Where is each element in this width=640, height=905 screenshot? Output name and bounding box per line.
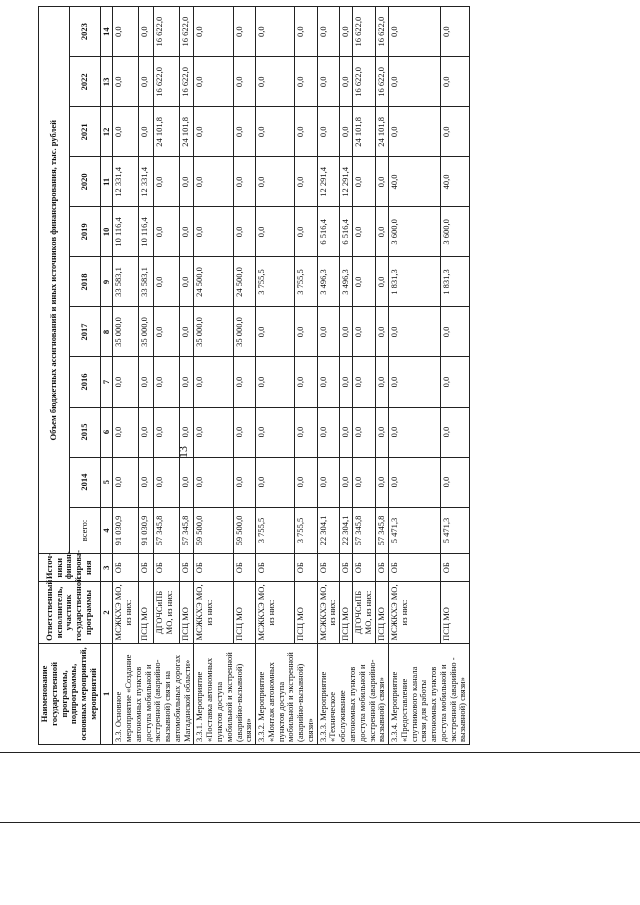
year-value-cell: 0,0 (389, 307, 441, 357)
horizontal-rule-lower (0, 822, 640, 823)
year-value-cell: 0,0 (179, 207, 194, 257)
year-value-cell: 0,0 (153, 257, 179, 307)
year-value-cell: 0,0 (376, 257, 389, 307)
year-value-cell: 0,0 (295, 457, 317, 507)
header-year: 2019 (69, 207, 100, 257)
year-value-cell: 0,0 (194, 107, 233, 157)
column-index: 2 (100, 582, 113, 644)
column-index: 1 (100, 643, 113, 744)
year-value-cell: 0,0 (295, 307, 317, 357)
total-cell: 5 471,3 (440, 507, 469, 554)
year-value-cell: 0,0 (139, 457, 154, 507)
year-value-cell: 3 600,0 (389, 207, 441, 257)
year-value-cell: 0,0 (194, 157, 233, 207)
total-cell: 3 755,5 (256, 507, 295, 554)
year-value-cell: 16 622,0 (153, 7, 179, 57)
executor-cell: МСЖКХЭ МО, из них: (317, 582, 340, 644)
year-value-cell: 0,0 (317, 457, 340, 507)
year-value-cell: 0,0 (233, 357, 255, 407)
year-value-cell: 0,0 (295, 57, 317, 107)
table-row (139, 7, 154, 745)
year-value-cell: 0,0 (340, 407, 353, 457)
column-index: 6 (100, 407, 113, 457)
year-value-cell: 33 583,1 (139, 257, 154, 307)
year-value-cell: 12 331,4 (113, 157, 139, 207)
year-value-cell: 0,0 (256, 407, 295, 457)
year-value-cell: 0,0 (179, 257, 194, 307)
year-value-cell: 3 755,5 (256, 257, 295, 307)
total-cell: 91 030,9 (113, 507, 139, 554)
year-value-cell: 0,0 (353, 357, 376, 407)
year-value-cell: 16 622,0 (179, 57, 194, 107)
year-value-cell: 12 291,4 (340, 157, 353, 207)
executor-cell: МСЖКХЭ МО, из них: (389, 582, 441, 644)
year-value-cell: 0,0 (389, 57, 441, 107)
year-value-cell: 40,0 (440, 157, 469, 207)
total-cell: 22 304,1 (340, 507, 353, 554)
year-value-cell: 35 000,0 (113, 307, 139, 357)
horizontal-rule-upper (0, 752, 640, 753)
table-body (113, 7, 470, 745)
header-name: Наименование государственной программы, подпрограммы, основных мероприятий, мероприятий (39, 643, 101, 744)
year-value-cell: 0,0 (153, 357, 179, 407)
year-value-cell: 35 000,0 (233, 307, 255, 357)
year-value-cell: 0,0 (376, 207, 389, 257)
table-row (256, 7, 295, 745)
year-value-cell: 35 000,0 (139, 307, 154, 357)
year-value-cell: 24 500,0 (194, 257, 233, 307)
year-value-cell: 0,0 (353, 407, 376, 457)
year-value-cell: 0,0 (295, 157, 317, 207)
year-value-cell: 16 622,0 (376, 7, 389, 57)
year-value-cell: 6 516,4 (317, 207, 340, 257)
year-value-cell: 0,0 (295, 357, 317, 407)
year-value-cell: 0,0 (440, 357, 469, 407)
year-value-cell: 0,0 (153, 407, 179, 457)
header-year: 2020 (69, 157, 100, 207)
total-cell: 59 500,0 (233, 507, 255, 554)
source-cell: ОБ (389, 554, 441, 582)
executor-cell: ПСЦ МО (440, 582, 469, 644)
year-value-cell: 0,0 (340, 307, 353, 357)
executor-cell: ДГОЧСиПБ МО, из них: (153, 582, 179, 644)
year-value-cell: 0,0 (340, 457, 353, 507)
header-year: 2016 (69, 357, 100, 407)
source-cell: ОБ (113, 554, 139, 582)
source-cell: ОБ (440, 554, 469, 582)
measure-name: 3.3.1. Мероприятие «Поставка автономных пунктов доступа мобильной и экстренной (аварийно-вызывной) связи» (194, 643, 256, 744)
column-index: 10 (100, 207, 113, 257)
executor-cell: ДГОЧСиПБ МО, из них: (353, 582, 376, 644)
year-value-cell: 0,0 (353, 157, 376, 207)
table-row (295, 7, 317, 745)
year-value-cell: 16 622,0 (179, 7, 194, 57)
year-value-cell: 0,0 (256, 107, 295, 157)
header-year: 2017 (69, 307, 100, 357)
year-value-cell: 0,0 (376, 457, 389, 507)
total-cell: 91 030,9 (139, 507, 154, 554)
executor-cell: ПСЦ МО (179, 582, 194, 644)
year-value-cell: 0,0 (440, 57, 469, 107)
table-row (376, 7, 389, 745)
year-value-cell: 10 116,4 (139, 207, 154, 257)
source-cell: ОБ (376, 554, 389, 582)
year-value-cell: 0,0 (113, 357, 139, 407)
year-value-cell: 0,0 (194, 207, 233, 257)
year-value-cell: 0,0 (440, 107, 469, 157)
header-executor: Ответственный исполнитель, участник государственной программы (39, 582, 101, 644)
page-number: 13 (176, 446, 190, 458)
source-cell: ОБ (153, 554, 179, 582)
source-cell: ОБ (340, 554, 353, 582)
year-value-cell: 0,0 (256, 7, 295, 57)
year-value-cell: 0,0 (256, 307, 295, 357)
source-cell: ОБ (295, 554, 317, 582)
year-value-cell: 3 755,5 (295, 257, 317, 307)
column-index: 7 (100, 357, 113, 407)
year-value-cell: 0,0 (440, 307, 469, 357)
year-value-cell: 0,0 (113, 107, 139, 157)
year-value-cell: 0,0 (153, 157, 179, 207)
year-value-cell: 24 101,8 (376, 107, 389, 157)
year-value-cell: 33 583,1 (113, 257, 139, 307)
year-value-cell: 24 101,8 (353, 107, 376, 157)
year-value-cell: 0,0 (376, 157, 389, 207)
table-row (194, 7, 233, 745)
year-value-cell: 10 116,4 (113, 207, 139, 257)
year-value-cell: 0,0 (295, 407, 317, 457)
year-value-cell: 0,0 (340, 7, 353, 57)
year-value-cell: 0,0 (317, 7, 340, 57)
year-value-cell: 0,0 (256, 57, 295, 107)
total-cell: 3 755,5 (295, 507, 317, 554)
source-cell: ОБ (179, 554, 194, 582)
column-index: 11 (100, 157, 113, 207)
column-index: 13 (100, 57, 113, 107)
year-value-cell: 0,0 (353, 207, 376, 257)
year-value-cell: 0,0 (153, 207, 179, 257)
year-value-cell: 0,0 (376, 407, 389, 457)
year-value-cell: 0,0 (317, 107, 340, 157)
total-cell: 22 304,1 (317, 507, 340, 554)
column-index: 3 (100, 554, 113, 582)
source-cell: ОБ (139, 554, 154, 582)
year-value-cell: 0,0 (139, 107, 154, 157)
table-header (39, 7, 113, 745)
year-value-cell: 0,0 (233, 157, 255, 207)
year-value-cell: 0,0 (233, 407, 255, 457)
year-value-cell: 0,0 (340, 357, 353, 407)
year-value-cell: 35 000,0 (194, 307, 233, 357)
table-row (340, 7, 353, 745)
year-value-cell: 0,0 (139, 357, 154, 407)
year-value-cell: 0,0 (389, 457, 441, 507)
year-value-cell: 3 496,3 (317, 257, 340, 307)
year-value-cell: 0,0 (233, 457, 255, 507)
table-row (179, 7, 194, 745)
year-value-cell: 0,0 (256, 207, 295, 257)
header-year: 2022 (69, 57, 100, 107)
year-value-cell: 0,0 (317, 57, 340, 107)
year-value-cell: 0,0 (389, 107, 441, 157)
table-row (153, 7, 179, 745)
year-value-cell: 0,0 (179, 157, 194, 207)
year-value-cell: 0,0 (179, 307, 194, 357)
year-value-cell: 16 622,0 (353, 7, 376, 57)
column-index: 4 (100, 507, 113, 554)
header-year: 2021 (69, 107, 100, 157)
year-value-cell: 12 331,4 (139, 157, 154, 207)
table-rotator (38, 6, 625, 745)
year-value-cell: 0,0 (194, 357, 233, 407)
year-value-cell: 12 291,4 (317, 157, 340, 207)
year-value-cell: 0,0 (113, 457, 139, 507)
table-row (113, 7, 139, 745)
year-value-cell: 0,0 (317, 307, 340, 357)
executor-cell: ПСЦ МО (340, 582, 353, 644)
header-source: Источ-ники финан-сирова-ния (39, 554, 101, 582)
table-row (317, 7, 340, 745)
year-value-cell: 1 831,3 (440, 257, 469, 307)
year-value-cell: 0,0 (233, 207, 255, 257)
year-value-cell: 24 101,8 (179, 107, 194, 157)
executor-cell: ПСЦ МО (376, 582, 389, 644)
year-value-cell: 0,0 (353, 257, 376, 307)
year-value-cell: 0,0 (256, 357, 295, 407)
year-value-cell: 0,0 (194, 457, 233, 507)
year-value-cell: 40,0 (389, 157, 441, 207)
total-cell: 5 471,3 (389, 507, 441, 554)
executor-cell: МСЖКХЭ МО, из них: (256, 582, 295, 644)
financing-table (38, 6, 470, 745)
year-value-cell: 0,0 (440, 407, 469, 457)
year-value-cell: 0,0 (295, 7, 317, 57)
year-value-cell: 3 600,0 (440, 207, 469, 257)
header-year: 2018 (69, 257, 100, 307)
year-value-cell: 0,0 (340, 57, 353, 107)
year-value-cell: 0,0 (194, 407, 233, 457)
table-row (440, 7, 469, 745)
year-value-cell: 0,0 (376, 357, 389, 407)
year-value-cell: 0,0 (153, 457, 179, 507)
year-value-cell: 0,0 (139, 407, 154, 457)
executor-cell: ПСЦ МО (139, 582, 154, 644)
column-index: 5 (100, 457, 113, 507)
total-cell: 57 345,8 (179, 507, 194, 554)
year-value-cell: 0,0 (317, 407, 340, 457)
year-value-cell: 0,0 (256, 157, 295, 207)
source-cell: ОБ (194, 554, 233, 582)
year-value-cell: 0,0 (153, 307, 179, 357)
year-value-cell: 0,0 (194, 57, 233, 107)
table-row (233, 7, 255, 745)
year-value-cell: 0,0 (317, 357, 340, 407)
total-cell: 57 345,8 (376, 507, 389, 554)
executor-cell: МСЖКХЭ МО, из них: (194, 582, 233, 644)
executor-cell: ПСЦ МО (233, 582, 255, 644)
year-value-cell: 16 622,0 (353, 57, 376, 107)
header-volume: Объем бюджетных ассигнований и иных источников финансирования, тыс. рублей (39, 7, 70, 554)
table-row (353, 7, 376, 745)
source-cell: ОБ (353, 554, 376, 582)
year-value-cell: 0,0 (389, 407, 441, 457)
year-value-cell: 0,0 (353, 457, 376, 507)
year-value-cell: 6 516,4 (340, 207, 353, 257)
year-value-cell: 0,0 (179, 357, 194, 407)
total-cell: 57 345,8 (153, 507, 179, 554)
column-index: 9 (100, 257, 113, 307)
column-index: 12 (100, 107, 113, 157)
year-value-cell: 16 622,0 (153, 57, 179, 107)
column-index: 14 (100, 7, 113, 57)
source-cell: ОБ (317, 554, 340, 582)
measure-name: 3.3.2. Мероприятие «Монтаж автономных пунктов доступа мобильной и экстренной (аварийно-вызывной) связи» (256, 643, 318, 744)
year-value-cell: 0,0 (376, 307, 389, 357)
header-total: всего: (69, 507, 100, 554)
year-value-cell: 0,0 (256, 457, 295, 507)
header-year: 2023 (69, 7, 100, 57)
year-value-cell: 0,0 (113, 407, 139, 457)
year-value-cell: 0,0 (194, 7, 233, 57)
total-cell: 57 345,8 (353, 507, 376, 554)
year-value-cell: 0,0 (179, 457, 194, 507)
year-value-cell: 0,0 (389, 357, 441, 407)
year-value-cell: 0,0 (113, 57, 139, 107)
year-value-cell: 16 622,0 (376, 57, 389, 107)
year-value-cell: 0,0 (440, 457, 469, 507)
column-index-row (100, 7, 113, 745)
year-value-cell: 3 496,3 (340, 257, 353, 307)
table-row (389, 7, 441, 745)
year-value-cell: 0,0 (353, 307, 376, 357)
column-index: 8 (100, 307, 113, 357)
measure-name: 3.3.3. Мероприятие «Техническое обслуживание автономных пунктов доступа мобильной и экстренной (аварийно-вызывной) связи» (317, 643, 388, 744)
year-value-cell: 24 500,0 (233, 257, 255, 307)
total-cell: 59 500,0 (194, 507, 233, 554)
year-value-cell: 1 831,3 (389, 257, 441, 307)
measure-name: 3.3. Основное мероприятие «Создание автономных пунктов доступа мобильной и экстренной (аварийно-вызывной) связи на автомобильных дорогах Магаданской области» (113, 643, 194, 744)
year-value-cell: 0,0 (295, 207, 317, 257)
year-value-cell: 0,0 (139, 7, 154, 57)
year-value-cell: 0,0 (113, 7, 139, 57)
rotated-table-area (38, 6, 625, 745)
year-value-cell: 0,0 (440, 7, 469, 57)
year-value-cell: 0,0 (233, 7, 255, 57)
year-value-cell: 24 101,8 (153, 107, 179, 157)
year-value-cell: 0,0 (179, 407, 194, 457)
executor-cell: МСЖКХЭ МО, из них: (113, 582, 139, 644)
year-value-cell: 0,0 (233, 57, 255, 107)
source-cell: ОБ (233, 554, 255, 582)
year-value-cell: 0,0 (295, 107, 317, 157)
measure-name: 3.3.4. Мероприятие «Предоставление спутникового канала связи для работы автономных пунктов доступа мобильной и экстренной (аварийно - вызывной) связи» (389, 643, 470, 744)
executor-cell: ПСЦ МО (295, 582, 317, 644)
year-value-cell: 0,0 (389, 7, 441, 57)
source-cell: ОБ (256, 554, 295, 582)
year-value-cell: 0,0 (139, 57, 154, 107)
header-year: 2014 (69, 457, 100, 507)
year-value-cell: 0,0 (340, 107, 353, 157)
year-value-cell: 0,0 (233, 107, 255, 157)
header-year: 2015 (69, 407, 100, 457)
